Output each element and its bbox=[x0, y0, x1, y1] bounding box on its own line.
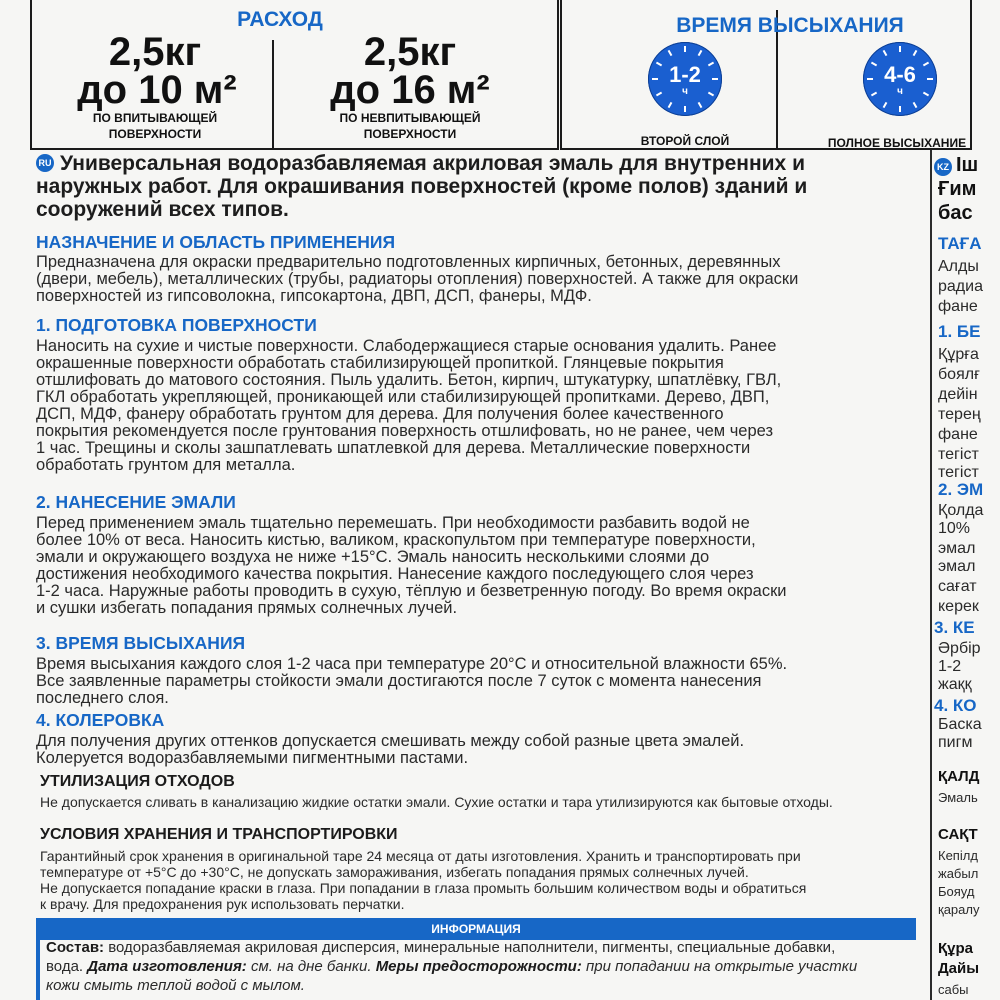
drying-time-title: ВРЕМЯ ВЫСЫХАНИЯ bbox=[676, 14, 904, 37]
right-weight: 2,5кг bbox=[363, 30, 457, 74]
product-description bbox=[36, 152, 916, 221]
left-note-2: ПОВЕРХНОСТИ bbox=[108, 127, 202, 141]
storage-text: Гарантийный срок хранения в оригинальной таре 24 месяца от даты изготовления. Хранить и транспортировать при температуре от +5°С до +30°С, не допускать замораживания, избегать попадания прямых солнечных лучей. Не допускается попадание краски в глаза. При попадании в глаза промыть большим количеством воды и обратиться к врачу. Для предохранения рук использовать перчатки. bbox=[40, 848, 807, 912]
drying-heading: 3. ВРЕМЯ ВЫСЫХАНИЯ bbox=[36, 633, 246, 653]
consumption-title: РАСХОД bbox=[237, 8, 323, 31]
clock-icon-full-dry bbox=[863, 42, 937, 116]
clock1-unit: ч bbox=[682, 86, 688, 97]
surface-preparation-heading: 1. ПОДГОТОВКА ПОВЕРХНОСТИ bbox=[36, 315, 317, 335]
right-note-1: ПО НЕВПИТЫВАЮЩЕЙ bbox=[339, 111, 481, 125]
application-text: Перед применением эмаль тщательно перемешать. При необходимости разбавить водой не более 10% от веса. Наносить кистью, валиком, краскопультом при температуре поверхности, эмали и окружающего воздуха не ниже +15°С. Эмаль наносить несколькими слоями до достижения необходимого качества покрытия. Нанесение каждого последующего слоя через 1-2 часа. Наружные работы проводить в сухую, тёплую и безветренную погоду. Во время окраски и сушки избегать попадания прямых солнечных лучей. bbox=[36, 514, 787, 617]
full-dry-label: ПОЛНОЕ ВЫСЫХАНИЕ bbox=[827, 136, 967, 150]
drying-text: Время высыхания каждого слоя 1-2 часа при температуре 20°С и относительной влажности 65%. Все заявленные параметры стойкости эмали достигаются после 7 суток с момента нанесения последнего слоя. bbox=[36, 655, 788, 707]
top-panel bbox=[0, 0, 1000, 150]
storage-heading: УСЛОВИЯ ХРАНЕНИЯ И ТРАНСПОРТИРОВКИ bbox=[40, 826, 398, 843]
right-area: до 16 м² bbox=[330, 68, 490, 112]
ru-language-badge: RU bbox=[36, 154, 54, 172]
kz-language-badge: KZ bbox=[934, 158, 952, 176]
left-area: до 10 м² bbox=[77, 68, 237, 112]
clock2-value: 4-6 bbox=[884, 62, 916, 87]
info-header: ИНФОРМАЦИЯ bbox=[36, 918, 916, 940]
precautions-label: Меры предосторожности: bbox=[375, 958, 582, 975]
lead-line-3: сооружений всех типов. bbox=[36, 198, 289, 221]
kz-column: KZ Іш Ғим бас ТАҒА Алды радиа фане 1. БЕ Құрға боялғ дейін терең фане тегіст тегіст 2. ЭМ Қолда 10% эмал эмал сағат керек 3. КЕ Әрбір 1-2 жаққ 4. КО Баска пигм ҚАЛД Эмаль САҚТ Кепілд жабыл Бояуд қаралу Құра Дайы сабы bbox=[930, 150, 1000, 1000]
application-heading: 2. НАНЕСЕНИЕ ЭМАЛИ bbox=[36, 492, 236, 512]
tinting-text: Для получения других оттенков допускается смешивать между собой разные цвета эмалей. Колеруется водоразбавляемыми пигментными пастами. bbox=[36, 732, 745, 767]
consumption-divider bbox=[272, 40, 274, 148]
tinting-heading: 4. КОЛЕРОВКА bbox=[36, 710, 165, 730]
lead-line-1: Универсальная водоразбавляемая акриловая эмаль для внутренних и bbox=[60, 152, 805, 175]
info-text: Состав: водоразбавляемая акриловая дисперсия, минеральные наполнители, пигменты, специальные добавки, вода. Дата изготовления: см. на дне банки. Меры предосторожности: при попадании на открытые участки кожи смыть теплой водой с мылом. bbox=[46, 939, 858, 994]
right-note-2: ПОВЕРХНОСТИ bbox=[363, 127, 457, 141]
clock2-unit: ч bbox=[897, 86, 903, 97]
surface-preparation-text: Наносить на сухие и чистые поверхности. Слабодержащиеся старые основания удалить. Ранее окрашенные поверхности обработать стабилизирующей пропиткой. Глянцевые покрытия отшлифовать до матового состояния. Пыль удалить. Бетон, кирпич, штукатурку, шпатлёвку, ГВЛ, ГКЛ обработать укрепляющей, проникающей или стабилизирующей пропитками. Дерево, ДВП, ДСП, МДФ, фанеру обработать грунтом для дерева. Для получения более качественного покрытия рекомендуется после грунтования поверхность отшлифовать, но не ранее, чем через 1 час. Трещины и сколы зашпатлевать шпатлевкой для дерева. Металлические поверхности обработать грунтом для металла. bbox=[36, 337, 782, 474]
purpose-heading: НАЗНАЧЕНИЕ И ОБЛАСТЬ ПРИМЕНЕНИЯ bbox=[36, 232, 396, 252]
left-weight: 2,5кг bbox=[108, 30, 202, 74]
clock-icon-second-coat bbox=[648, 42, 722, 116]
purpose-text: Предназначена для окраски предварительно подготовленных кирпичных, бетонных, деревянных (двери, мебель), металлических (трубы, радиаторы отопления) поверхностей. А также для окраски поверхностей из гипсоволокна, гипсокартона, ДВП, ДСП, фанеры, МДФ. bbox=[36, 253, 799, 305]
composition-label: Состав: bbox=[46, 939, 105, 956]
manufacture-date-label: Дата изготовления: bbox=[87, 958, 247, 975]
lead-line-2: наружных работ. Для окрашивания поверхностей (кроме полов) зданий и bbox=[36, 175, 808, 198]
clock1-value: 1-2 bbox=[669, 62, 701, 87]
waste-text: Не допускается сливать в канализацию жидкие остатки эмали. Сухие остатки и тара утилизируются как бытовые отходы. bbox=[40, 794, 833, 810]
waste-heading: УТИЛИЗАЦИЯ ОТХОДОВ bbox=[40, 773, 235, 790]
second-coat-label: ВТОРОЙ СЛОЙ bbox=[640, 134, 730, 148]
left-note-1: ПО ВПИТЫВАЮЩЕЙ bbox=[92, 111, 218, 125]
